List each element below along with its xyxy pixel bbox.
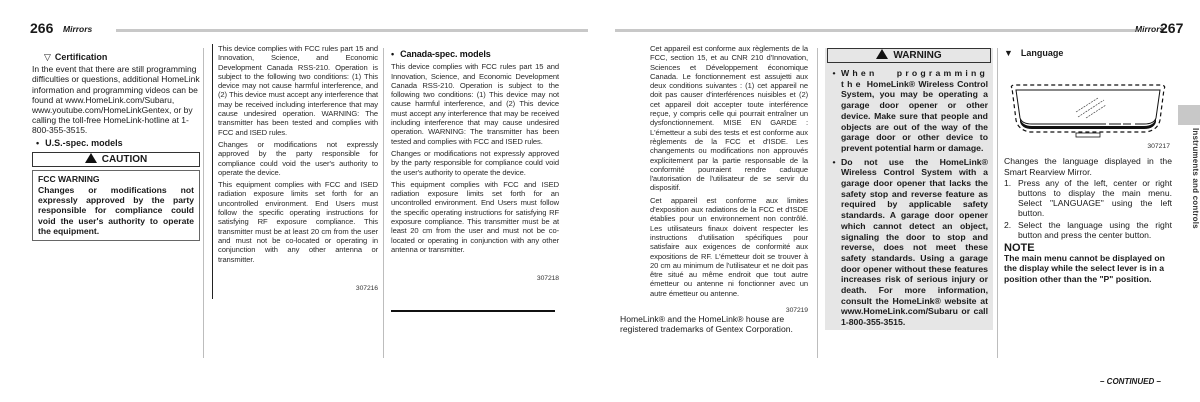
page-number: 266	[30, 20, 54, 36]
column-divider	[203, 48, 204, 358]
rearview-mirror-illustration	[1006, 80, 1170, 142]
step-item: 1. Press any of the left, center or right buttons to display the main menu. Select "LANGUAGE" using the left button.	[1004, 177, 1172, 219]
warning-section	[825, 48, 993, 330]
image-reference: 307219	[785, 307, 808, 315]
bullet-icon: •	[36, 137, 40, 148]
image-reference: 307218	[536, 275, 559, 283]
canada-models-heading: • Canada-spec. models	[391, 49, 491, 59]
fcc-warning-title: FCC WARNING	[38, 173, 100, 184]
warning-item: • Do not use the HomeLink® Wireless Control System with a garage door opener that lacks the safety stop and reverse feature as required by applicable safety standards. A garage door opener which cannot detect an object, signaling the door to stop and reverse, does not meet these safety standards. Using a garage door opener without these features increases risk of serious injury or death. For more information, consult the HomeLink® website at www.HomeLink.com/Subaru or call 1-800-355-3515.	[827, 157, 991, 328]
warning-triangle-icon	[85, 153, 97, 163]
legal-paragraph: This equipment complies with FCC and ISED radiation exposure limits set forth for an uncontrolled environment. End Users must follow the specific operating instructions for satisfying RF exposure compliance. This transmitter must be at least 20 cm from the user and must not be co-located or operating in conjunction with any other antenna or transmitter.	[391, 179, 559, 254]
legal-paragraph: Cet appareil est conforme aux limites d'exposition aux radiations de la FCC et d'ISDE établies pour un environnement non contrôlé. Les utilisateurs finaux doivent respecter les instructions d'utilisation spécifiques pour satisfaire aux exigences de conformité aux expositions de RF. L'émetteur doit se trouver à 20 cm au minimum de l'utilisateur et ne doit pas être situé au même endroit que tout autre émetteur ou antenne ni fonctionner avec un autre émetteur ou antenne.	[650, 195, 808, 298]
chapter-tab-label: Instruments and controls	[1191, 128, 1200, 229]
note-heading: NOTE	[1004, 242, 1035, 255]
section-name: Mirrors	[1135, 24, 1165, 34]
legal-paragraph: This device complies with FCC rules part 15 and Innovation, Science, and Economic Development Canada RSS-210. Operation is subject to the following two conditions: (1) This device may not cause harmful interference, and (2) This device must accept any interference that may be received including interference that may cause undesired operation. WARNING: The transmitter has been tested and complies with FCC and ISED rules.	[391, 62, 559, 146]
warning-item: • When programming the HomeLink® Wireless Control System, you may be operating a garage door opener or other device. Make sure that people and objects are out of the way of the garage door or other device to prevent potential harm or damage.	[827, 68, 991, 154]
triangle-down-outline-icon: ▽	[44, 52, 51, 62]
language-steps	[1004, 178, 1172, 240]
canada-fcc-label-image	[391, 50, 559, 284]
us-fcc-label-image	[212, 44, 378, 299]
certification-section	[32, 52, 200, 241]
certification-heading: ▽ Certification	[44, 52, 108, 62]
image-reference: 307217	[1147, 143, 1170, 151]
language-description: Changes the language displayed in the Smart Rearview Mirror.	[1004, 156, 1172, 177]
legal-paragraph: This equipment complies with FCC and ISED radiation exposure limits set forth for an uncontrolled environment. End Users must follow the specific operating instructions for satisfying RF exposure compliance. This transmitter must be at least 20 cm from the user and must not be co-located or operating in conjunction with any other antenna or transmitter.	[218, 180, 378, 264]
note-text: The main menu cannot be displayed on the display while the select lever is in a position other than the "P" position.	[1004, 253, 1165, 284]
fcc-warning-text: Changes or modifications not expressly approved by the party responsible for compliance could void the user's authority to operate the equipment.	[38, 185, 194, 236]
bullet-icon: •	[391, 49, 395, 59]
page-number: 267	[1160, 20, 1184, 36]
column-divider	[997, 48, 998, 358]
language-section	[1004, 48, 1172, 284]
triangle-down-filled-icon: ▼	[1004, 48, 1013, 58]
image-reference: 307216	[355, 284, 378, 292]
legal-paragraph: This device complies with FCC rules part 15 and Innovation, Science, and Economic Development Canada RSS-210. Operation is subject to the following two conditions: (1) This device may not cause harmful interference, and (2) This device must accept any interference that may be received including interference that may cause undesired operation. WARNING: The transmitter has been tested and complies with FCC and ISED rules.	[218, 44, 378, 137]
label-bottom-rule	[391, 310, 555, 312]
us-models-heading: • U.S.-spec. models	[36, 137, 123, 148]
caution-banner: CAUTION	[32, 152, 200, 167]
continued-marker: – CONTINUED –	[1100, 377, 1161, 386]
header-rule	[116, 29, 206, 32]
section-name: Mirrors	[63, 24, 93, 34]
warning-banner: WARNING	[827, 48, 991, 63]
warning-triangle-icon	[876, 49, 888, 59]
legal-paragraph: Cet appareil est conforme aux règlements de la FCC, section 15, et au CNR 210 d'Innovation, Sciences et Développement économique Canada. Le fonctionnement est assujetti aux deux conditions suivantes : (1) cet appareil ne doit pas causer d'interférences nuisibles et (2) cet appareil doit accepter toute interférence reçue, y compris celle qui pourrait entraîner un dysfonctionnement. MISE EN GARDE : L'émetteur a subi des tests et est conforme aux règlements de la FCC et d'ISDE. Les changements ou modifications non approuvés explicitement par la partie responsable de la conformité pourraient rendre caduque l'autorisation de l'utilisateur de se servir du dispositif.	[650, 44, 808, 193]
right-page-header	[615, 20, 1184, 36]
bullet-icon: •	[832, 68, 836, 78]
language-heading: ▼ Language	[1004, 48, 1064, 58]
bullet-icon: •	[832, 156, 836, 167]
left-page-header	[30, 20, 590, 36]
column-divider	[817, 48, 818, 358]
fcc-warning-box	[32, 170, 200, 241]
chapter-tab	[1178, 105, 1200, 125]
header-rule	[206, 29, 588, 32]
trademark-notice: HomeLink® and the HomeLink® house are registered trademarks of Gentex Corporation.	[620, 314, 793, 335]
column-divider	[383, 48, 384, 358]
certification-text: In the event that there are still programming difficulties or questions, additional HomeLink information and programming videos can be found at www.HomeLink.com/Subaru, www.youtube.com/HomeLinkGentex, or by calling the toll-free HomeLink-hotline at 1-800-355-3515.	[32, 64, 200, 136]
legal-paragraph: Changes or modifications not expressly approved by the party responsible for compliance could void the user's authority to operate the device.	[218, 139, 378, 177]
header-rule	[615, 29, 1135, 32]
french-fcc-label-image	[650, 44, 808, 315]
step-item: 2. Select the language using the right button and press the center button.	[1004, 219, 1172, 240]
legal-paragraph: Changes or modifications not expressly approved by the party responsible for compliance could void the user's authority to operate the device.	[391, 148, 559, 177]
